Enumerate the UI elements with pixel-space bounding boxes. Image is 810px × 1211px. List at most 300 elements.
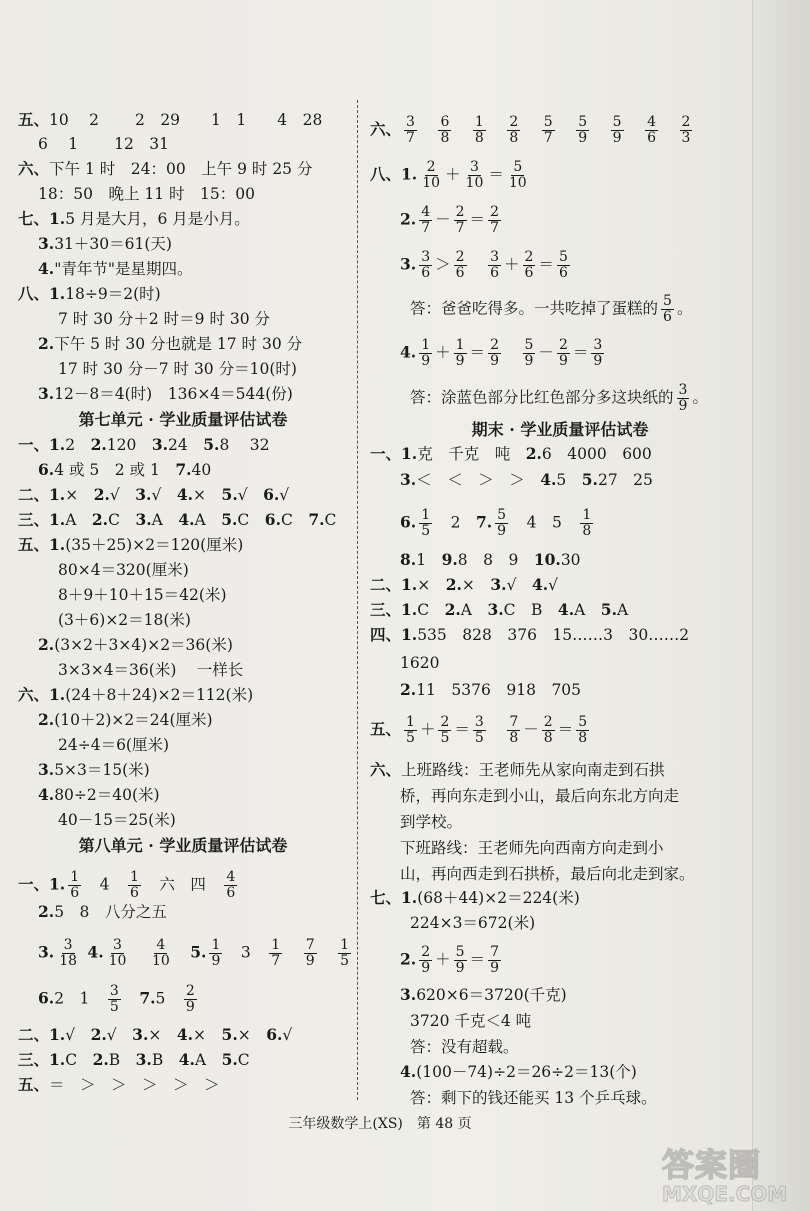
fraction-numerator: 1 [406,714,415,730]
page-footer: 三年级数学上(XS) 第 48 页 [288,1116,472,1132]
question-number: 6. [263,485,280,504]
fraction-numerator: 3 [109,983,119,999]
answer-text: 4 5 [511,513,578,532]
answer-text: 40－15＝25(米) [58,811,176,829]
question-number: 6. [400,512,417,532]
answer-text [285,944,301,962]
fraction-denominator: 9 [421,960,431,976]
answer-text: ＝ [469,950,486,969]
question-number: 八、1. [370,164,418,184]
answer-line [38,785,160,805]
answer-line [58,810,176,830]
answer-text: √ [151,486,177,504]
fraction-denominator: 9 [558,353,568,369]
answer-text: 六 四 [143,875,222,894]
question-number: 7. [175,460,192,479]
answer-line [58,610,191,630]
answer-text: 6 1 12 31 [38,135,170,153]
answer-text: × [148,1026,177,1044]
fraction [419,205,432,236]
fraction [576,715,589,746]
question-number: 2. [92,1050,109,1069]
answer-text: 224×3＝672(米) [410,914,536,932]
fraction-numerator: 5 [663,293,672,309]
fraction-numerator: 2 [490,337,499,353]
fraction-numerator: 5 [578,714,588,730]
question-number: 7. [123,988,156,1008]
fraction [488,338,501,369]
question-number: 2. [93,485,110,504]
question-number: 2. [38,902,55,921]
answer-line [38,902,167,922]
answer-text: × [65,486,94,504]
answer-line [410,1088,657,1108]
question-number: 2. [525,444,542,463]
fraction [128,870,141,901]
fraction-denominator: 6 [558,265,568,281]
question-number: 七、1. [370,888,418,907]
question-number: 2. [38,635,55,654]
question-number: 10. [533,550,561,569]
fraction-denominator: 8 [578,730,588,746]
answer-line [18,685,253,705]
answer-text: 3 [225,943,267,962]
answer-text: 答：涂蓝色部分比红色部分多这块纸的 [410,388,674,407]
fraction [269,938,282,969]
answer-text: × [461,576,491,594]
fraction-denominator: 5 [474,730,484,746]
answer-text: － [435,210,451,229]
question-number: 4. [176,485,194,504]
answer-line [370,888,580,908]
fraction-denominator: 8 [509,130,519,146]
section-title: 期末 · 学业质量评估试卷 [471,420,649,439]
answer-text: A [65,511,92,529]
answer-text: A [151,511,179,529]
fraction-denominator: 7 [406,130,415,146]
answer-text: 30 [560,551,581,569]
answer-line [38,184,255,204]
answer-text: 4 [84,875,125,894]
fraction [57,938,79,969]
fraction-numerator: 5 [543,114,553,130]
question-number: 二、1. [18,1025,66,1044]
answer-text: 1 [416,551,442,569]
question-number: 三、1. [370,600,418,619]
fraction-denominator: 10 [465,175,484,191]
question-number: 2. [91,510,109,529]
fraction-denominator: 8 [474,130,484,146]
answer-line [400,864,695,884]
fraction [304,938,317,969]
question-number: 3. [151,435,169,454]
answer-text: 24 [168,436,204,454]
fraction-denominator: 9 [490,960,499,976]
answer-text: 10 2 2 29 1 1 4 28 [49,111,323,129]
question-number: 5. [221,1025,238,1044]
answer-text: 31＋30＝61(天) [54,235,172,253]
answer-text: 山，再向西走到石拱桥，最后向北走到家。 [400,865,695,883]
question-number: 4. [400,342,417,362]
fraction-numerator: 4 [421,204,431,220]
fraction-denominator: 9 [455,353,465,369]
fraction-denominator: 6 [455,265,465,281]
fraction-denominator: 5 [421,523,431,539]
question-number: 2. [444,600,461,619]
fraction [661,294,674,325]
answer-line [18,284,161,304]
question-number: 3. [490,575,507,594]
answer-text [489,121,505,139]
answer-line [38,710,213,730]
fraction-numerator: 5 [558,249,568,265]
fraction-denominator: 5 [440,730,450,746]
fraction-numerator: 3 [678,382,688,398]
fraction [420,160,442,191]
question-number: 4. [82,942,104,962]
question-number: 二、1. [370,575,418,594]
answer-text: 18÷9＝2(时) [65,285,161,303]
question-number: 7. [475,512,493,532]
fraction-denominator: 7 [455,220,465,236]
answer-text: ＝ ＞ ＞ ＞ ＞ ＞ [49,1076,220,1094]
fraction-numerator: 1 [421,337,431,353]
fraction [438,115,451,146]
fraction-numerator: 3 [113,937,122,953]
answer-text: C [280,511,309,529]
fraction-numerator: 1 [70,869,80,885]
question-number: 6. [264,510,281,529]
fraction-denominator: 7 [490,220,499,236]
fraction-numerator: 5 [612,114,622,130]
fraction-numerator: 5 [578,114,588,130]
answer-text [558,121,574,139]
fraction-denominator: 9 [185,999,195,1015]
answer-text: ＝ [488,165,504,184]
answer-text: √ [548,576,559,594]
fraction-denominator: 6 [421,265,431,281]
answer-text: (3×2＋3×4)×2＝36(米) [54,636,233,654]
question-number: 3. [135,485,152,504]
answer-text: ＝ [538,255,554,274]
answer-text [454,121,470,139]
answer-text: × [417,576,446,594]
answer-text: (35＋25)×2＝120(厘米) [65,536,244,554]
answer-text: ＝ [454,720,470,739]
answer-text: 。 [676,299,693,318]
answer-line [400,786,679,806]
fraction [224,870,237,901]
fraction-numerator: 5 [455,944,465,960]
fraction-numerator: 7 [305,937,315,953]
answer-text: ＋ [435,343,451,362]
question-number: 3. [135,510,152,529]
fraction [677,383,690,414]
answer-text: ＝ [557,720,574,739]
fraction [150,938,172,969]
fraction [523,250,536,281]
fraction-numerator: 2 [455,204,465,220]
answer-text: C [237,1051,250,1069]
fraction-numerator: 1 [211,937,221,953]
answer-line [400,680,581,700]
answer-text: ＜ ＜ ＞ ＞ [416,471,541,489]
answer-line [38,984,200,1015]
fraction [454,205,467,236]
question-number: 2. [38,334,55,353]
fraction [488,250,501,281]
page-edge [752,0,810,1211]
answer-text: 8＋9＋10＋15＝42(米) [58,586,227,604]
question-number: 3. [132,1025,149,1044]
answer-text: 下班路线：王老师先向西南方向走到小 [400,839,664,857]
answer-line [38,760,150,780]
fraction-denominator: 10 [151,953,170,969]
fraction-denominator: 6 [663,309,672,325]
answer-text: 答：没有超载。 [410,1038,519,1056]
answer-line [18,535,243,555]
answer-text: ＋ [435,950,451,969]
question-number: 一、1. [370,444,418,463]
answer-text: 5 [556,471,582,489]
question-number: 4. [557,600,575,619]
fraction [404,715,417,746]
answer-text: 到学校。 [400,813,463,831]
answer-text: × [193,486,222,504]
question-number: 3. [38,384,55,403]
fraction-numerator: 3 [421,249,431,265]
question-number: 三、1. [18,1050,66,1069]
answer-text: 80÷2＝40(米) [54,786,160,804]
answer-line [58,309,270,329]
fraction-denominator: 9 [490,353,499,369]
answer-line [18,1025,292,1045]
answer-text: C [324,511,337,529]
fraction [473,115,486,146]
answer-text: C [65,1051,93,1069]
question-number: 四、1. [370,625,418,644]
answer-line [58,585,227,605]
answer-line [18,159,312,179]
fraction-denominator: 9 [455,960,465,976]
fraction [495,508,508,539]
fraction-numerator: 2 [455,249,465,265]
answer-text: 80×4＝320(厘米) [58,561,189,579]
question-number: 4. [178,510,195,529]
answer-text: 7 时 30 分＋2 时＝9 时 30 分 [58,310,271,328]
answer-line [370,575,558,595]
answer-text: 下午 5 时 30 分也就是 17 时 30 分 [54,335,303,353]
question-number: 2. [400,949,417,969]
fraction-denominator: 9 [593,353,603,369]
fraction-numerator: 6 [440,114,450,130]
fraction-denominator: 8 [509,730,519,746]
question-number: 六、1. [18,685,66,704]
answer-text: B [151,1051,179,1069]
answer-line [38,234,172,254]
answer-line [38,334,302,354]
fraction-denominator: 10 [108,953,127,969]
fraction-denominator: 8 [582,523,592,539]
answer-text [592,121,608,139]
answer-text: "青年节"是星期四。 [54,260,193,278]
question-number: 一、1. [18,435,66,454]
answer-line [18,485,289,505]
answer-text: C B [503,601,558,619]
answer-text: √ [109,486,136,504]
fraction-denominator: 10 [508,175,527,191]
question-number: 一、1. [18,874,66,894]
answer-line [38,384,293,404]
question-number: 7. [308,510,325,529]
fraction-denominator: 6 [490,265,499,281]
answer-line [18,110,322,130]
fraction-denominator: 8 [543,730,553,746]
answer-line [18,435,269,455]
answer-line [18,209,250,229]
question-number: 9. [441,550,458,569]
question-number: 五、 [18,1075,50,1094]
fraction [68,870,81,901]
question-number: 2. [90,1025,107,1044]
answer-text: 27 25 [597,471,653,489]
fraction [338,938,351,969]
fraction-denominator: 9 [612,130,622,146]
answer-text: A [574,601,601,619]
fraction [454,338,467,369]
watermark-logo: 答案圈 [662,1146,762,1184]
answer-line [400,470,653,490]
fraction [507,115,520,146]
fraction [107,938,129,969]
answer-text: 2 [65,436,91,454]
question-number: 4. [540,470,557,489]
question-number: 5. [600,600,617,619]
fraction-numerator: 5 [497,507,507,523]
question-number: 六、 [18,159,50,178]
answer-text: ＞ [435,255,451,274]
fraction [680,115,693,146]
answer-text: √ [65,1026,91,1044]
answer-line [400,250,573,281]
fraction-numerator: 2 [426,159,436,175]
watermark [662,1140,802,1210]
answer-line [400,338,607,369]
fraction-denominator: 6 [647,130,656,146]
fraction [507,160,529,191]
question-number: 6. [266,1025,283,1044]
answer-line [370,760,665,780]
question-number: 3. [135,1050,152,1069]
fraction [419,508,432,539]
fraction [645,115,658,146]
fraction-denominator: 7 [271,953,281,969]
answer-text: － [538,343,554,362]
fraction [454,250,467,281]
fraction [488,205,501,236]
answer-line [400,945,504,976]
fraction [576,115,589,146]
fraction-numerator: 7 [490,944,499,960]
fraction-numerator: 1 [474,114,484,130]
answer-text: ＋ [503,255,520,274]
fraction-numerator: 2 [681,114,691,130]
answer-text: √ [282,1026,293,1044]
answer-text: ＝ [572,343,589,362]
question-number: 五、 [370,719,402,739]
fraction-denominator: 10 [422,175,441,191]
fraction-numerator: 3 [63,937,73,953]
answer-line [370,600,628,620]
fraction-numerator: 4 [226,869,236,885]
answer-line [410,1011,531,1031]
answer-text [470,256,486,274]
answer-line [18,870,240,901]
answer-line [400,985,567,1005]
answer-text: 2 [435,513,476,532]
answer-text [627,121,643,139]
answer-text: (3＋6)×2＝18(米) [58,611,191,629]
question-number: 4. [178,1050,195,1069]
fraction-denominator: 9 [678,398,688,414]
answer-text [131,944,147,962]
question-number: 4. [400,1062,417,1081]
fraction-numerator: 2 [185,983,195,999]
answer-text: (68＋44)×2＝224(米) [417,889,580,907]
answer-text: 上班路线：王老师先从家向南走到石拱 [401,761,665,779]
answer-line [58,735,169,755]
question-number: 3. [400,254,417,274]
question-number: 六、 [370,760,402,779]
question-number: 五、1. [18,535,66,554]
answer-text: 5 8 八分之五 [54,903,167,921]
fraction-numerator: 1 [582,507,592,523]
answer-text: A [194,511,222,529]
answer-line [38,460,211,480]
answer-line [18,1050,250,1070]
fraction [557,250,570,281]
question-number: 2. [38,710,55,729]
question-number: 5. [581,470,598,489]
answer-text: 4 或 5 2 或 1 [54,461,176,479]
question-number: 4. [38,785,55,804]
answer-line [410,913,535,933]
fraction-numerator: 2 [509,114,519,130]
answer-line [18,1075,220,1095]
fraction [184,984,197,1015]
answer-text: C [237,511,265,529]
column-divider [357,100,358,1100]
fraction-numerator: 2 [558,337,568,353]
fraction-denominator: 9 [524,353,534,369]
fraction-numerator: 3 [474,714,484,730]
fraction-denominator: 6 [226,885,236,901]
question-number: 3. [400,985,417,1004]
answer-text: 18：50 晚上 11 时 15：00 [38,185,255,203]
fraction-denominator: 9 [305,953,315,969]
answer-text: 24÷4＝6(厘米) [58,736,170,754]
fraction-numerator: 5 [513,159,523,175]
fraction [438,715,451,746]
question-number: 2. [400,680,417,699]
answer-text: 620×6＝3720(千克) [416,986,567,1004]
fraction-denominator: 7 [543,130,553,146]
fraction [591,338,604,369]
answer-text: 5 月是大月，6 月是小月。 [65,210,250,228]
answer-text: 3720 千克＜4 吨 [410,1012,532,1030]
fraction-denominator: 9 [211,953,221,969]
question-number: 3. [38,234,55,253]
